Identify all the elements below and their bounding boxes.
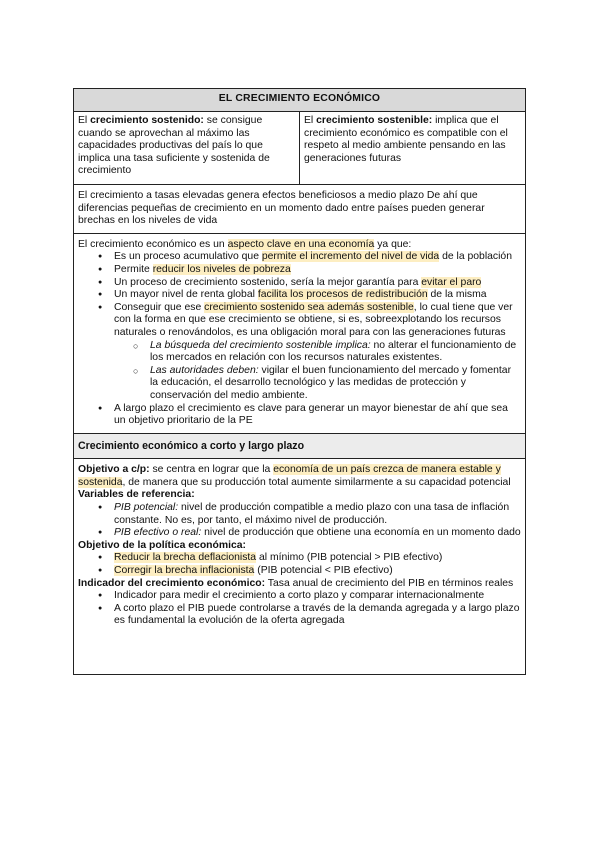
- list-item: [78, 277, 521, 290]
- bullet-text: de la población: [439, 251, 512, 263]
- title-row: [74, 89, 526, 112]
- sub-item-label: Las autoridades deben:: [150, 364, 259, 376]
- objetivo-post: , de manera que su producción total aumente similarmente a su capacidad potencial: [122, 476, 511, 488]
- bullet-text: de la misma: [427, 289, 487, 301]
- variables-label: Variables de referencia:: [78, 489, 195, 501]
- variable-label: PIB efectivo o real:: [114, 527, 202, 539]
- bullet-text: , lo cual tiene que ver con la forma en que ese crecimiento se obtiene, si es, sobreexplotando los recursos naturales o renovándolos, es una obligación moral para con las generaciones futuras: [114, 301, 513, 338]
- variable-text: nivel de producción que obtiene una economía en un momento dado: [201, 527, 521, 539]
- sostenido-cell: [74, 112, 300, 185]
- politica-text: al mínimo (PIB potencial > PIB efectivo): [256, 552, 443, 564]
- list-item: [78, 403, 521, 428]
- sub-list-item: [114, 340, 521, 365]
- clave-pre: El crecimiento económico es un: [78, 238, 228, 250]
- politica-text: (PIB potencial < PIB efectivo): [254, 565, 393, 577]
- clave-cell: [74, 233, 526, 433]
- list-item: [78, 251, 521, 264]
- sub-item-label: La búsqueda del crecimiento sostenible implica:: [150, 339, 371, 351]
- list-item: [78, 502, 521, 527]
- indicador-list: [78, 590, 521, 628]
- variable-text: nivel de producción compatible a medio plazo con una tasa de inflación constante. No es, por tanto, el máximo nivel de producción.: [114, 502, 510, 526]
- list-item: [78, 289, 521, 302]
- section2-title: Crecimiento económico a corto y largo plazo: [74, 433, 526, 459]
- document-title: EL CRECIMIENTO ECONÓMICO: [74, 89, 526, 112]
- bullet-text: Un proceso de crecimiento sostenido, sería la mejor garantía para: [114, 276, 422, 288]
- empty-space: [78, 628, 521, 674]
- bullet-highlight: evitar el paro: [421, 276, 482, 288]
- indicador-label: Indicador del crecimiento económico:: [78, 577, 266, 589]
- sostenido-term: crecimiento sostenido:: [90, 115, 204, 126]
- definitions-row: [74, 112, 526, 185]
- bullet-highlight: permite el incremento del nivel de vida: [261, 251, 440, 263]
- objetivo-pre: se centra en lograr que la: [149, 464, 274, 476]
- list-item: [78, 565, 521, 578]
- bullet-highlight: reducir los niveles de pobreza: [152, 263, 291, 275]
- sostenible-text: implica que el crecimiento económico es compatible con el respeto al medio ambiente pensando en las generaciones futuras: [304, 115, 508, 164]
- politica-list: [78, 552, 521, 577]
- list-item: ● A corto plazo el PIB puede controlarse a través de la demanda agregada y a largo plazo es fundamental la evolución de la oferta agregada: [78, 603, 521, 628]
- sostenido-pre: El: [78, 115, 91, 126]
- variables-list: [78, 502, 521, 540]
- politica-label: Objetivo de la política económica:: [78, 539, 247, 551]
- politica-highlight: Corregir la brecha inflacionista: [114, 565, 255, 577]
- bullet-text: A largo plazo el crecimiento es clave para generar un mayor bienestar de ahí que sea un objetivo prioritario de la PE: [114, 402, 508, 427]
- bullet-text: Un mayor nivel de renta global: [114, 289, 258, 301]
- section2-body: [74, 459, 526, 675]
- list-item: [78, 527, 521, 540]
- section2-body-row: [74, 459, 526, 675]
- clave-row: [74, 233, 526, 433]
- intro-row: [74, 185, 526, 234]
- clave-intro: [78, 239, 521, 252]
- bullet-text: Permite: [114, 263, 153, 275]
- list-item: [78, 302, 521, 403]
- content-table: [73, 88, 526, 675]
- sostenido-text: se consigue cuando se aprovechan al máximo las capacidades productivas del país lo que implica una tasa suficiente y sostenida de crecimiento: [78, 115, 270, 177]
- indicador-paragraph: [78, 578, 521, 591]
- bullet-text: Es un proceso acumulativo que: [114, 251, 262, 263]
- objetivo-label: Objetivo a c/p:: [78, 464, 150, 476]
- list-item: ● Indicador para medir el crecimiento a corto plazo y comparar internacionalmente: [78, 590, 521, 603]
- document-page: [73, 88, 526, 675]
- clave-post: ya que:: [374, 238, 412, 250]
- list-item: [78, 552, 521, 565]
- list-item: [78, 264, 521, 277]
- bullet-highlight: facilita los procesos de redistribución: [257, 289, 428, 301]
- sub-bullet-list: [114, 340, 521, 403]
- bullet-text: Conseguir que ese: [114, 301, 205, 313]
- intro-cell: El crecimiento a tasas elevadas genera efectos beneficiosos a medio plazo De ahí que diferencias pequeñas de crecimiento en un momento dado entre países pueden generar brechas en los niveles de vida: [74, 185, 526, 234]
- sostenible-term: crecimiento sostenible:: [316, 115, 433, 126]
- sub-item-text: vigilar el buen funcionamiento del mercado y fomentar la educación, el desarrollo tecnológico y las medidas de protección y conservación del medio ambiente.: [150, 364, 512, 401]
- objetivo-paragraph: [78, 464, 521, 489]
- indicador-text: Tasa anual de crecimiento del PIB en términos reales: [265, 577, 514, 589]
- objetivo-highlight: economía de un país crezca de manera estable y sostenida: [78, 464, 501, 488]
- section2-header-row: [74, 433, 526, 459]
- politica-highlight: Reducir la brecha deflacionista: [114, 552, 257, 564]
- sub-item-text: no alterar el funcionamiento de los mercados en relación con los recursos naturales existentes.: [150, 339, 517, 364]
- sostenible-cell: [300, 112, 526, 185]
- clave-highlight: aspecto clave en una economía: [227, 238, 375, 250]
- bullet-highlight: crecimiento sostenido sea además sostenible: [204, 301, 414, 313]
- sostenible-pre: El: [304, 115, 317, 126]
- clave-bullet-list: [78, 251, 521, 427]
- sub-list-item: [114, 365, 521, 403]
- variable-label: PIB potencial:: [114, 502, 179, 514]
